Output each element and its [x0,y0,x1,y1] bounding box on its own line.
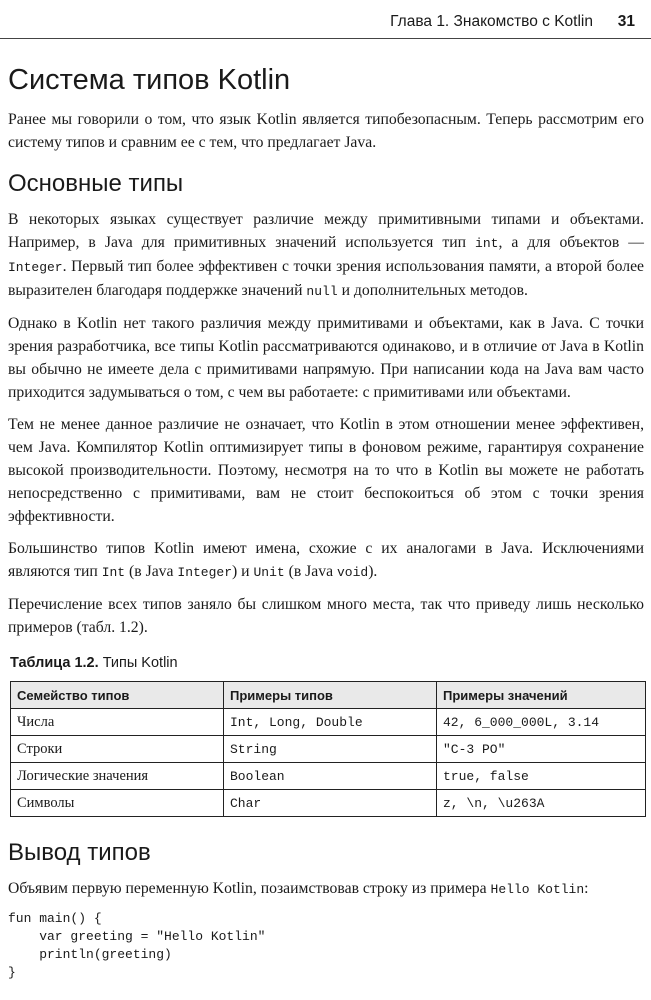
text-run: ) и [232,563,254,580]
table-cell: Строки [11,736,224,763]
table-caption-label: Таблица 1.2. [10,655,99,671]
section-title-type-inference: Вывод типов [8,839,151,866]
inline-code: void [336,565,369,580]
inline-code: Integer [8,260,63,275]
column-header: Семейство типов [11,682,224,709]
column-header: Примеры типов [224,682,437,709]
kotlin-types-table [10,681,646,817]
page-number: 31 [617,13,635,30]
section-title-basic-types: Основные типы [8,170,184,197]
paragraph-examples: Перечисление всех типов заняло бы слишком много места, так что приведу лишь несколько примеров (табл. 1.2). [8,596,644,636]
text-run: : [584,880,589,897]
paragraph-type-names [8,537,644,584]
intro-paragraph: Ранее мы говорили о том, что язык Kotlin является типобезопасным. Теперь рассмотрим его систему типов и сравним ее с тем, что предлагает Java. [8,111,644,151]
inline-code: null [306,284,338,299]
table-cell: Числа [11,709,224,736]
table-row [11,790,646,817]
text-run: и дополнительных методов. [337,282,528,299]
text-run: В некоторых языках существует различие между примитивными типами и объектами. Например, в Java для примитивных значений используется тип [8,211,644,251]
text-run: , а для объектов — [498,234,644,251]
table-cell: "C-3 PO" [437,736,646,763]
column-header: Примеры значений [437,682,646,709]
table-caption-text: Типы Kotlin [102,655,178,671]
code-listing: fun main() { var greeting = "Hello Kotlin" println(greeting) } [8,911,266,980]
table-caption [10,655,644,671]
inline-code: Integer [177,565,232,580]
table-cell: String [224,736,437,763]
paragraph-primitives [8,208,644,303]
table-row [11,763,646,790]
text-run: (в Java [125,563,178,580]
table-row [11,736,646,763]
page-content [8,44,644,982]
paragraph-kotlin-no-difference: Однако в Kotlin нет такого различия между примитивами и объектами, как в Java. С точки зрения разработчика, все типы Kotlin рассматриваются одинаково, и в отличие от Java в Kotlin вы обычно не имеете дела с примитивами напрямую. При написании кода на Java вам часто приходится задумываться о том, с чем вы работаете: с примитивами или объектами. [8,315,644,401]
table-row [11,709,646,736]
text-run: ). [368,563,378,580]
inline-code: Unit [253,565,285,580]
table-cell: 42, 6_000_000L, 3.14 [437,709,646,736]
paragraph-efficiency: Тем не менее данное различие не означает, что Kotlin в этом отношении менее эффективен, чем Java. Компилятор Kotlin оптимизирует типы в фоновом режиме, гарантируя сохранение высокой производительности. Поэтому, несмотря на то что в Kotlin вы можете не работать непосредственно с примитивами, вам не стоит беспокоиться об этом с точки зрения эффективности. [8,416,644,525]
table-cell: Boolean [224,763,437,790]
text-run: . Первый тип более эффективен с точки зрения использования памяти, а второй более выразителен благодаря поддержке значений [8,258,644,299]
inline-code: int [475,236,499,251]
text-run: Объявим первую переменную Kotlin, позаимствовав строку из примера [8,880,491,897]
text-run: (в Java [284,563,337,580]
running-header [0,6,651,40]
paragraph-first-variable [8,877,644,901]
table-cell: Int, Long, Double [224,709,437,736]
table-cell: Char [224,790,437,817]
inline-code: Hello Kotlin [490,882,585,897]
header-rule [0,38,651,39]
table-cell: z, \n, \u263A [437,790,646,817]
section-title-type-system: Система типов Kotlin [8,64,291,96]
table-header-row [11,682,646,709]
table-cell: Логические значения [11,763,224,790]
inline-code: Int [101,565,126,580]
chapter-title: Глава 1. Знакомство с Kotlin [390,13,593,30]
table-cell: Символы [11,790,224,817]
table-cell: true, false [437,763,646,790]
text-run: Большинство типов Kotlin имеют имена, схожие с их аналогами в Java. Исключениями являются тип [8,540,644,580]
